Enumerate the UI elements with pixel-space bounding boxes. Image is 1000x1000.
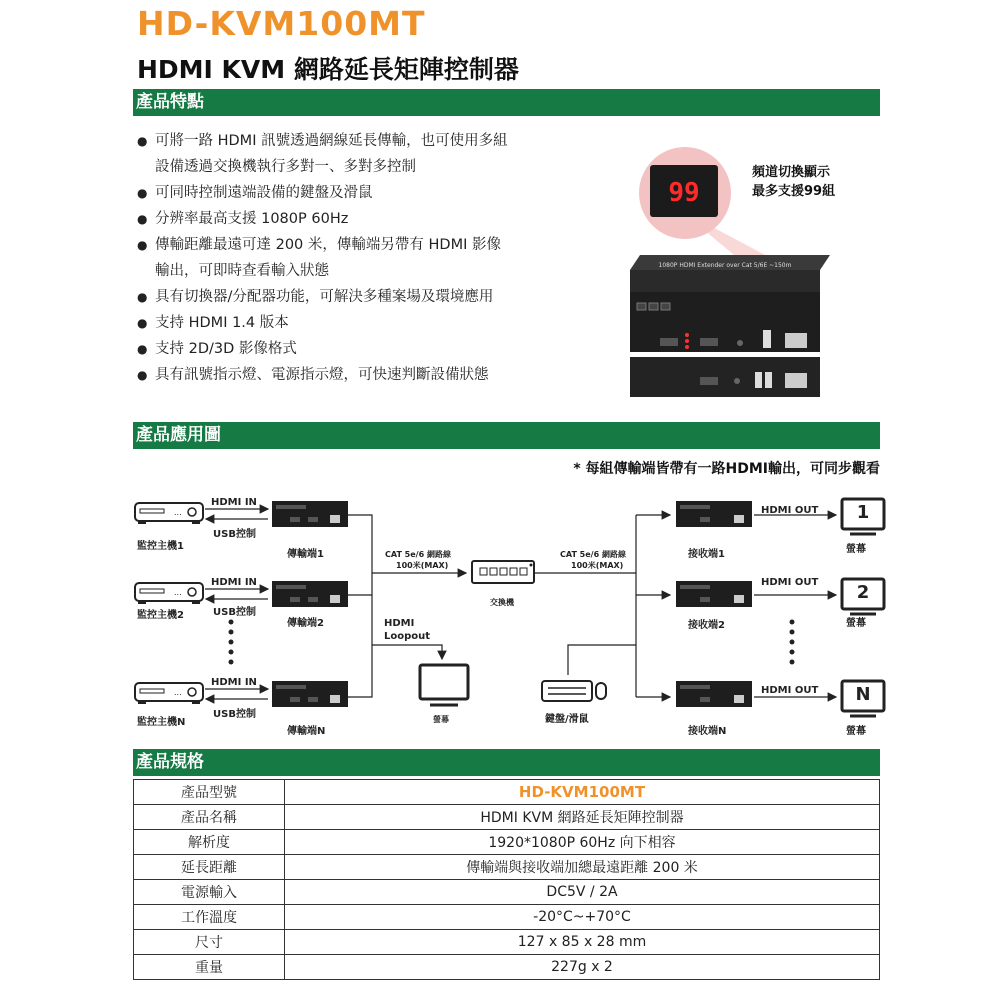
feature-item: ● 可同時控制遠端設備的鍵盤及滑鼠 — [137, 180, 607, 206]
hdmi-out-label-1: HDMI OUT — [761, 505, 819, 516]
spec-key: 尺寸 — [134, 930, 285, 955]
spec-row — [134, 855, 880, 880]
feature-item: ● 具有訊號指示燈、電源指示燈，可快速判斷設備狀態 — [137, 362, 607, 388]
receiver-1 — [676, 501, 752, 527]
hdmi-out-label-n: HDMI OUT — [761, 685, 819, 696]
callout-text — [752, 163, 835, 201]
cable-label-right-2: 100米(MAX) — [571, 561, 624, 570]
transmitter-label-2: 傳輸端2 — [287, 618, 324, 629]
feature-item-continuation: 輸出，可即時查看輸入狀態 — [155, 263, 329, 279]
screen-label-1: 螢幕 — [846, 544, 866, 555]
spec-value: DC5V / 2A — [285, 880, 880, 905]
spec-value: 傳輸端與接收端加總最遠距離 200 米 — [285, 855, 880, 880]
led-display-value: 99 — [668, 178, 700, 208]
host-ellipsis — [229, 620, 234, 665]
spec-row — [134, 830, 880, 855]
hdmi-in-label-2: HDMI IN — [211, 577, 257, 588]
spec-table — [133, 779, 880, 980]
spec-row — [134, 955, 880, 980]
receiver-2 — [676, 581, 752, 607]
keyboard-mouse-icon — [542, 681, 606, 701]
feature-item: ● 支持 2D/3D 影像格式 — [137, 336, 607, 362]
receiver-ellipsis — [790, 620, 795, 665]
transmitter-label-1: 傳輸端1 — [287, 549, 324, 560]
loop-screen-label: 螢幕 — [433, 715, 449, 724]
screen-label-2: 螢幕 — [846, 618, 866, 629]
feature-item: ● 具有切換器/分配器功能，可解決多種案場及環境應用 — [137, 284, 607, 310]
usb-control-label-n: USB控制 — [213, 709, 256, 720]
features-heading: 產品特點 — [133, 89, 880, 116]
svg-text:...: ... — [174, 588, 182, 597]
spec-key: 工作溫度 — [134, 905, 285, 930]
spec-row — [134, 905, 880, 930]
spec-key: 解析度 — [134, 830, 285, 855]
feature-item: ● 傳輸距離最遠可達 200 米，傳輸端另帶有 HDMI 影像 — [137, 232, 607, 258]
host-group-n — [135, 683, 203, 704]
spec-value: HDMI KVM 網路延長矩陣控制器 — [285, 805, 880, 830]
host-group-1 — [135, 503, 203, 524]
rj45-port — [785, 333, 807, 348]
callout-line-2: 最多支援99組 — [752, 184, 836, 199]
loopout-label-2: Loopout — [384, 631, 431, 642]
specs-heading: 產品規格 — [133, 749, 880, 776]
hdmi-in-label-1: HDMI IN — [211, 497, 257, 508]
spec-value: HD-KVM100MT — [285, 780, 880, 805]
keyboard-label: 鍵盤/滑鼠 — [545, 714, 589, 725]
spec-value: 127 x 85 x 28 mm — [285, 930, 880, 955]
feature-item: ● 分辨率最高支援 1080P 60Hz — [137, 206, 607, 232]
transmitter-2 — [272, 581, 348, 607]
feature-list — [137, 128, 607, 388]
usb-control-label-1: USB控制 — [213, 529, 256, 540]
cable-label-right-1: CAT 5e/6 網路線 — [560, 550, 626, 559]
transmitter-n — [272, 681, 348, 707]
receiver-label-n: 接收端N — [688, 726, 727, 737]
spec-key: 重量 — [134, 955, 285, 980]
svg-text:...: ... — [174, 688, 182, 697]
spec-row — [134, 930, 880, 955]
receiver-label-2: 接收端2 — [688, 620, 725, 631]
model-number: HD-KVM100MT — [137, 4, 426, 43]
feature-item-continuation: 設備透過交換機執行多對一、多對多控制 — [155, 159, 416, 175]
spec-row — [134, 880, 880, 905]
loopout-label-1: HDMI — [384, 618, 415, 629]
feature-item: ● 可將一路 HDMI 訊號透過網線延長傳輸，也可使用多組 — [137, 128, 607, 154]
screen-label-n: 螢幕 — [846, 726, 866, 737]
product-title: HDMI KVM 網路延長矩陣控制器 — [137, 55, 519, 84]
spec-key: 電源輸入 — [134, 880, 285, 905]
usb-port — [763, 330, 771, 348]
screen-number-n: N — [855, 684, 871, 705]
receiver-n — [676, 681, 752, 707]
application-heading: 產品應用圖 — [133, 422, 880, 449]
product-illustration — [615, 125, 885, 405]
feature-item: ● 支持 HDMI 1.4 版本 — [137, 310, 607, 336]
transmitter-1 — [272, 501, 348, 527]
cable-label-left-1: CAT 5e/6 網路線 — [385, 550, 451, 559]
spec-key: 產品型號 — [134, 780, 285, 805]
callout-line-1: 頻道切換顯示 — [752, 165, 831, 180]
spec-key: 延長距離 — [134, 855, 285, 880]
spec-value: -20°C~+70°C — [285, 905, 880, 930]
host-label-1: 監控主機1 — [137, 541, 184, 552]
svg-text:...: ... — [174, 508, 182, 517]
screen-number-1: 1 — [856, 502, 870, 523]
spec-key: 產品名稱 — [134, 805, 285, 830]
screen-number-2: 2 — [856, 582, 870, 603]
transmitter-label-n: 傳輸端N — [287, 726, 326, 737]
host-group-2 — [135, 583, 203, 604]
loopout-screen — [420, 665, 468, 705]
device-top-label: 1080P HDMI Extender over Cat 5/6E ~150m — [658, 262, 792, 269]
receiver-label-1: 接收端1 — [688, 549, 725, 560]
hdmi-in-label-n: HDMI IN — [211, 677, 257, 688]
spec-value: 1920*1080P 60Hz 向下相容 — [285, 830, 880, 855]
host-label-n: 監控主機N — [137, 717, 186, 728]
cable-label-left-2: 100米(MAX) — [396, 561, 449, 570]
hdmi-out-label-2: HDMI OUT — [761, 577, 819, 588]
spec-row — [134, 805, 880, 830]
usb-control-label-2: USB控制 — [213, 607, 256, 618]
spec-value: 227g x 2 — [285, 955, 880, 980]
application-note: * 每組傳輸端皆帶有一路HDMI輸出，可同步觀看 — [573, 461, 880, 477]
spec-row — [134, 780, 880, 805]
host-label-2: 監控主機2 — [137, 610, 184, 621]
network-switch — [472, 561, 534, 583]
switch-label: 交換機 — [490, 598, 514, 607]
